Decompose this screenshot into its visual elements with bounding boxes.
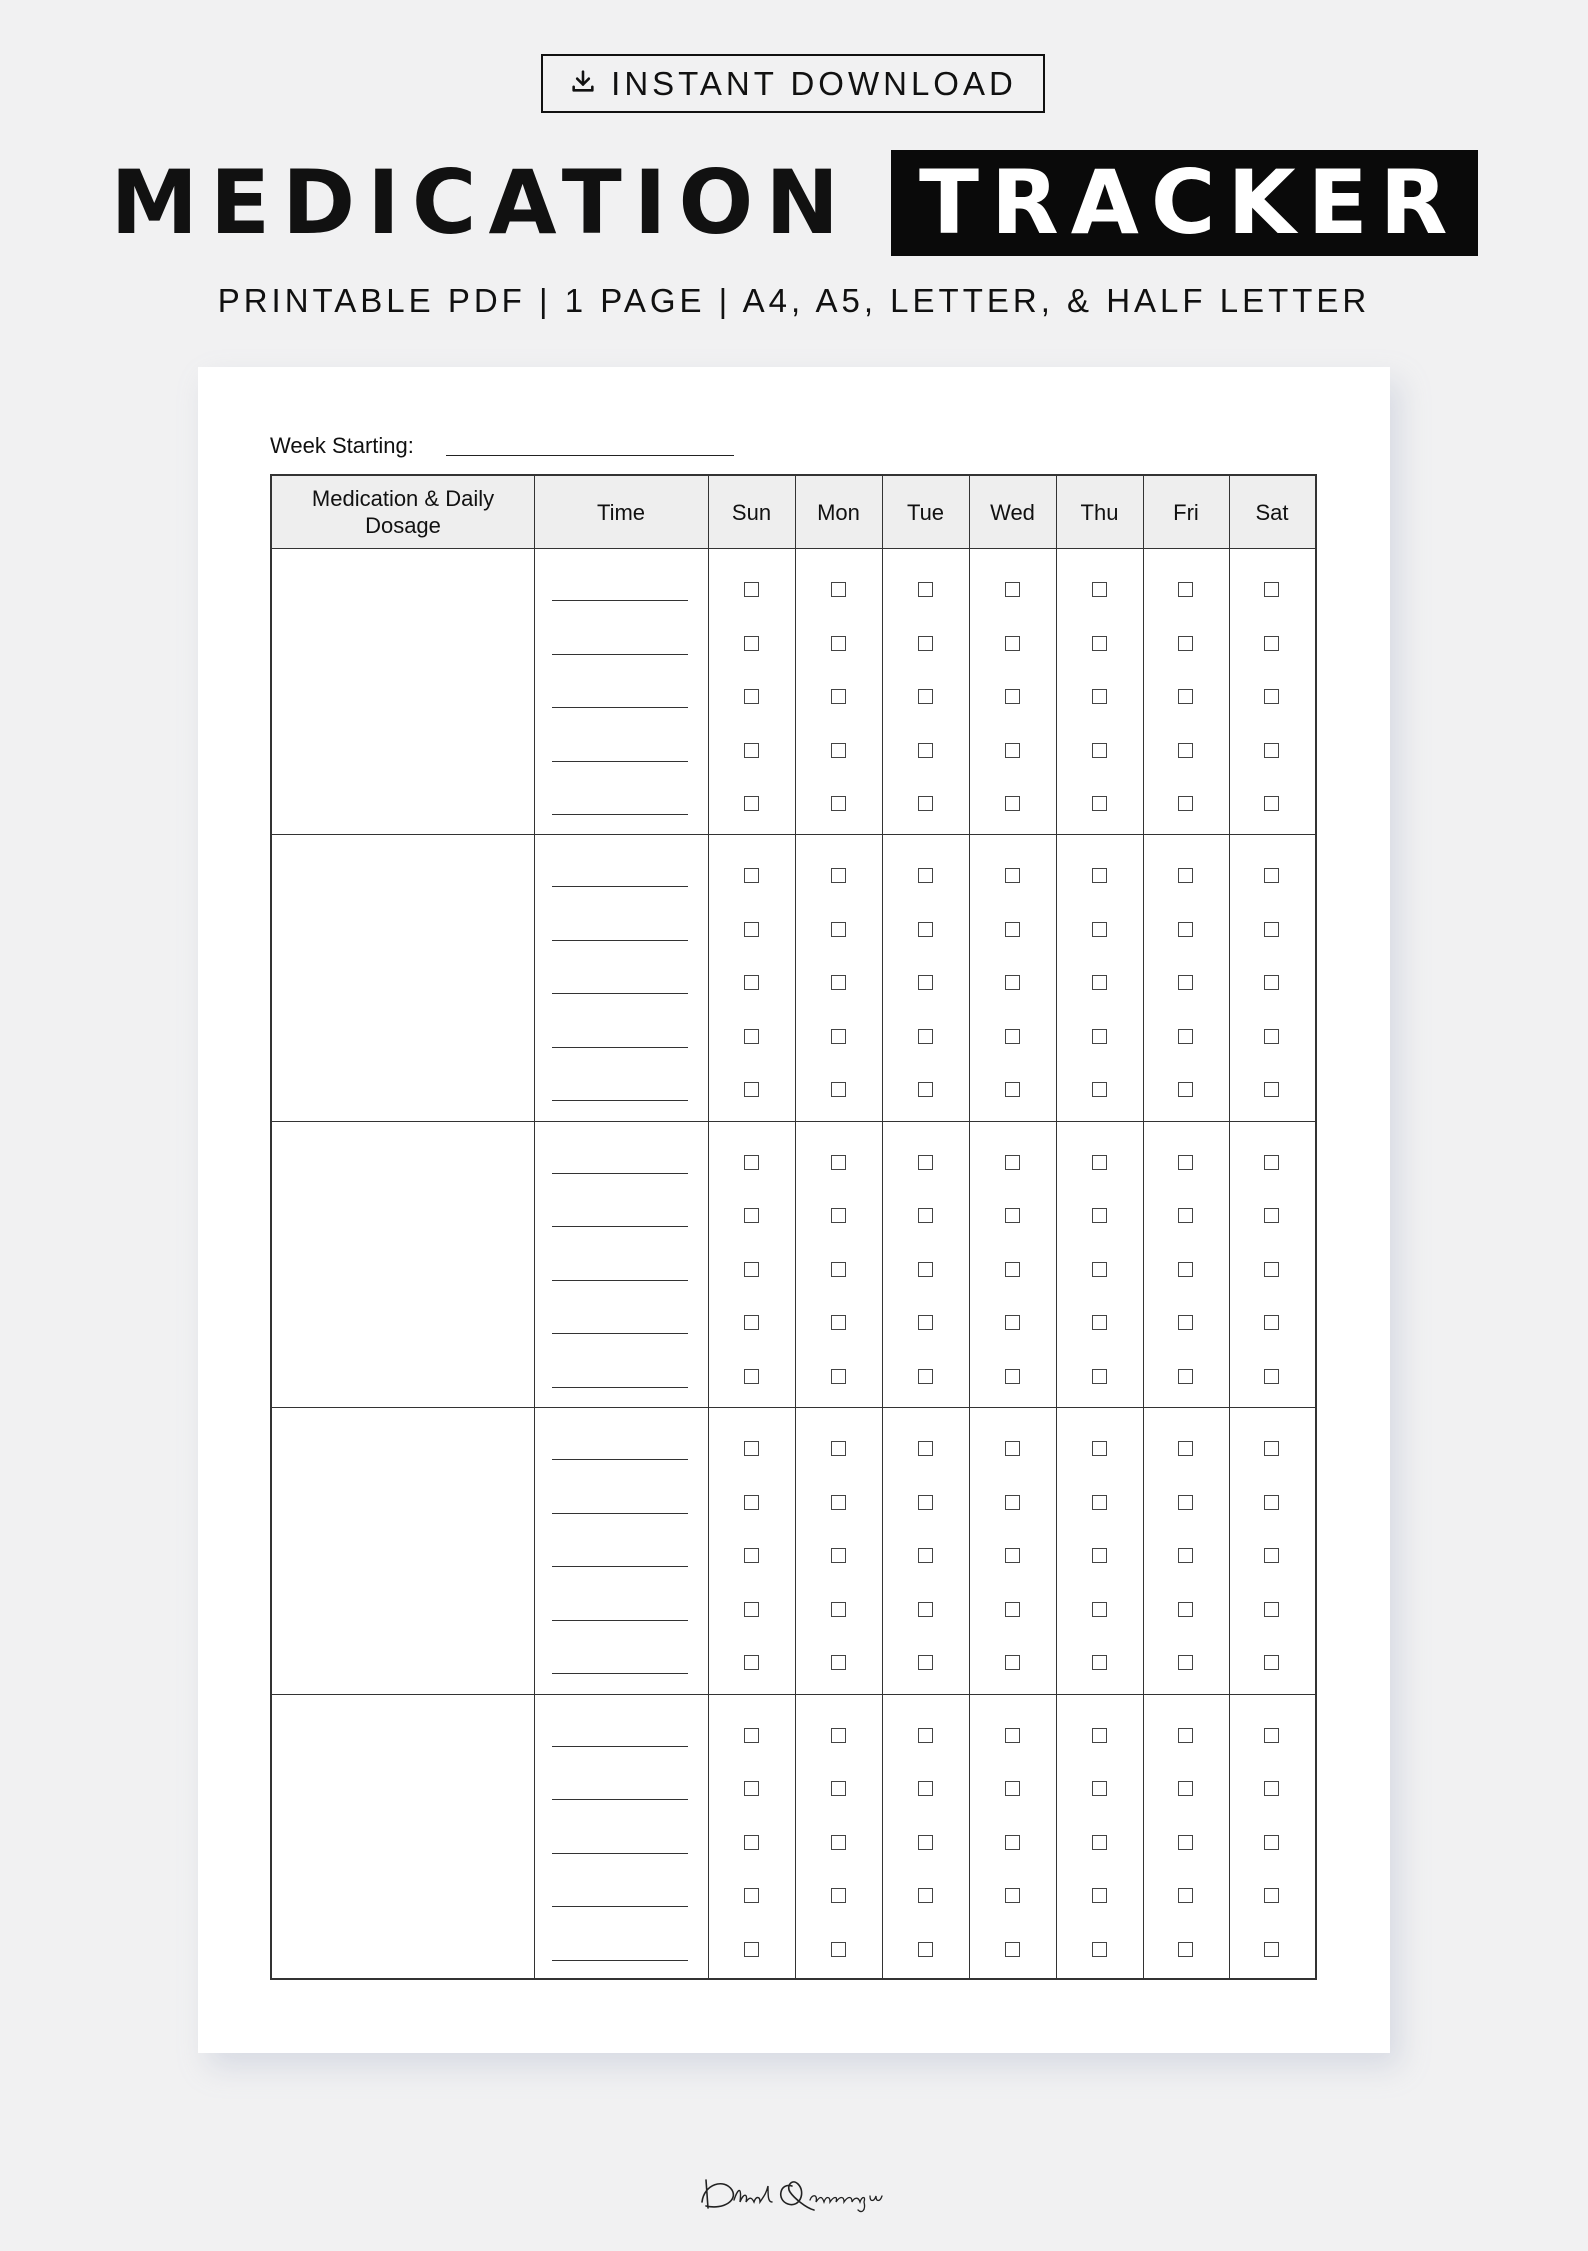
dose-checkbox-mon[interactable] [831,1082,846,1097]
dose-checkbox-thu[interactable] [1092,1728,1107,1743]
dose-checkbox-tue[interactable] [918,1602,933,1617]
dose-checkbox-wed[interactable] [1005,1835,1020,1850]
time-entry-line[interactable] [552,1333,688,1334]
column-divider [795,476,796,1978]
dose-checkbox-tue[interactable] [918,1548,933,1563]
dose-checkbox-mon[interactable] [831,796,846,811]
dose-checkbox-tue[interactable] [918,1728,933,1743]
block-divider [272,1121,1315,1122]
dose-checkbox-mon[interactable] [831,1495,846,1510]
dose-checkbox-sat[interactable] [1264,1029,1279,1044]
dose-checkbox-fri[interactable] [1178,636,1193,651]
time-entry-line[interactable] [552,1100,688,1101]
column-divider [882,476,883,1978]
dose-checkbox-mon[interactable] [831,1315,846,1330]
dose-checkbox-sat[interactable] [1264,1495,1279,1510]
dose-checkbox-wed[interactable] [1005,1155,1020,1170]
dose-checkbox-sun[interactable] [744,1781,759,1796]
dose-checkbox-thu[interactable] [1092,975,1107,990]
header-wed: Wed [990,499,1035,525]
dose-checkbox-mon[interactable] [831,1029,846,1044]
dose-checkbox-thu[interactable] [1092,922,1107,937]
dose-checkbox-tue[interactable] [918,743,933,758]
dose-checkbox-wed[interactable] [1005,1082,1020,1097]
dose-checkbox-fri[interactable] [1178,922,1193,937]
week-starting-label: Week Starting: [270,433,414,458]
dose-checkbox-tue[interactable] [918,1835,933,1850]
tracker-table [270,474,1317,1980]
dose-checkbox-sun[interactable] [744,1029,759,1044]
dose-checkbox-wed[interactable] [1005,1208,1020,1223]
dose-checkbox-fri[interactable] [1178,1208,1193,1223]
dose-checkbox-thu[interactable] [1092,689,1107,704]
dose-checkbox-sun[interactable] [744,1369,759,1384]
time-entry-line[interactable] [552,1387,688,1388]
dose-checkbox-thu[interactable] [1092,796,1107,811]
dose-checkbox-mon[interactable] [831,1655,846,1670]
time-entry-line[interactable] [552,1799,688,1800]
dose-checkbox-thu[interactable] [1092,743,1107,758]
dose-checkbox-sun[interactable] [744,1315,759,1330]
dose-checkbox-thu[interactable] [1092,1262,1107,1277]
dose-checkbox-sun[interactable] [744,922,759,937]
dose-checkbox-tue[interactable] [918,636,933,651]
dose-checkbox-sat[interactable] [1264,1315,1279,1330]
dose-checkbox-thu[interactable] [1092,582,1107,597]
column-divider [1056,476,1057,1978]
dose-checkbox-wed[interactable] [1005,1441,1020,1456]
dose-checkbox-fri[interactable] [1178,1082,1193,1097]
dose-checkbox-fri[interactable] [1178,1029,1193,1044]
dose-checkbox-thu[interactable] [1092,636,1107,651]
dose-checkbox-sun[interactable] [744,1262,759,1277]
header-fri: Fri [1173,499,1199,525]
dose-checkbox-fri[interactable] [1178,1781,1193,1796]
dose-checkbox-tue[interactable] [918,1942,933,1957]
dose-checkbox-wed[interactable] [1005,582,1020,597]
time-entry-line[interactable] [552,1906,688,1907]
download-icon [569,65,597,103]
time-entry-line[interactable] [552,654,688,655]
dose-checkbox-wed[interactable] [1005,1262,1020,1277]
time-entry-line[interactable] [552,1280,688,1281]
time-entry-line[interactable] [552,707,688,708]
dose-checkbox-thu[interactable] [1092,1369,1107,1384]
time-entry-line[interactable] [552,1620,688,1621]
column-divider [708,476,709,1978]
dose-checkbox-sat[interactable] [1264,743,1279,758]
dose-checkbox-thu[interactable] [1092,1155,1107,1170]
block-divider [272,1407,1315,1408]
dose-checkbox-thu[interactable] [1092,1315,1107,1330]
dose-checkbox-wed[interactable] [1005,1369,1020,1384]
dose-checkbox-sun[interactable] [744,1495,759,1510]
dose-checkbox-thu[interactable] [1092,1942,1107,1957]
dose-checkbox-fri[interactable] [1178,1888,1193,1903]
dose-checkbox-wed[interactable] [1005,868,1020,883]
dose-checkbox-mon[interactable] [831,689,846,704]
time-entry-line[interactable] [552,1513,688,1514]
dose-checkbox-sun[interactable] [744,1155,759,1170]
column-divider [1143,476,1144,1978]
dose-checkbox-sat[interactable] [1264,1262,1279,1277]
dose-checkbox-mon[interactable] [831,1208,846,1223]
dose-checkbox-fri[interactable] [1178,1942,1193,1957]
time-entry-line[interactable] [552,600,688,601]
dose-checkbox-tue[interactable] [918,922,933,937]
time-entry-line[interactable] [552,940,688,941]
dose-checkbox-tue[interactable] [918,1262,933,1277]
dose-checkbox-wed[interactable] [1005,1942,1020,1957]
dose-checkbox-mon[interactable] [831,1441,846,1456]
time-entry-line[interactable] [552,1566,688,1567]
dose-checkbox-sat[interactable] [1264,922,1279,937]
time-entry-line[interactable] [552,1226,688,1227]
dose-checkbox-mon[interactable] [831,1602,846,1617]
dose-checkbox-mon[interactable] [831,922,846,937]
dose-checkbox-fri[interactable] [1178,1602,1193,1617]
dose-checkbox-thu[interactable] [1092,1888,1107,1903]
column-divider [1229,476,1230,1978]
dose-checkbox-fri[interactable] [1178,1655,1193,1670]
dose-checkbox-thu[interactable] [1092,1835,1107,1850]
dose-checkbox-thu[interactable] [1092,1781,1107,1796]
time-entry-line[interactable] [552,1047,688,1048]
dose-checkbox-fri[interactable] [1178,1728,1193,1743]
dose-checkbox-sat[interactable] [1264,975,1279,990]
time-entry-line[interactable] [552,1173,688,1174]
dose-checkbox-wed[interactable] [1005,689,1020,704]
subtitle: PRINTABLE PDF | 1 PAGE | A4, A5, LETTER, & HALF LETTER [217,282,1371,319]
dose-checkbox-sun[interactable] [744,1835,759,1850]
dose-checkbox-wed[interactable] [1005,1781,1020,1796]
dose-checkbox-fri[interactable] [1178,1835,1193,1850]
header-sun: Sun [731,499,772,525]
dose-checkbox-fri[interactable] [1178,1369,1193,1384]
dose-checkbox-fri[interactable] [1178,1155,1193,1170]
dose-checkbox-sat[interactable] [1264,1888,1279,1903]
dose-checkbox-sat[interactable] [1264,1155,1279,1170]
dose-checkbox-mon[interactable] [831,1548,846,1563]
dose-checkbox-thu[interactable] [1092,1029,1107,1044]
time-entry-line[interactable] [552,1960,688,1961]
dose-checkbox-wed[interactable] [1005,1495,1020,1510]
dose-checkbox-wed[interactable] [1005,922,1020,937]
dose-checkbox-mon[interactable] [831,1369,846,1384]
column-divider [969,476,970,1978]
time-entry-line[interactable] [552,993,688,994]
dose-checkbox-mon[interactable] [831,1888,846,1903]
dose-checkbox-thu[interactable] [1092,1208,1107,1223]
dose-checkbox-wed[interactable] [1005,1315,1020,1330]
dose-checkbox-sat[interactable] [1264,1835,1279,1850]
dose-checkbox-sun[interactable] [744,796,759,811]
dose-checkbox-wed[interactable] [1005,636,1020,651]
dose-checkbox-sun[interactable] [744,689,759,704]
dose-checkbox-sat[interactable] [1264,1728,1279,1743]
time-entry-line[interactable] [552,814,688,815]
time-entry-line[interactable] [552,1673,688,1674]
dose-checkbox-sun[interactable] [744,743,759,758]
dose-checkbox-tue[interactable] [918,1029,933,1044]
tracker-sheet [198,367,1390,2053]
column-divider [534,476,535,1978]
dose-checkbox-sun[interactable] [744,1441,759,1456]
dose-checkbox-wed[interactable] [1005,743,1020,758]
dose-checkbox-fri[interactable] [1178,1315,1193,1330]
dose-checkbox-fri[interactable] [1178,582,1193,597]
dose-checkbox-sat[interactable] [1264,1942,1279,1957]
header-thu: Thu [1080,499,1119,525]
dose-checkbox-sun[interactable] [744,1548,759,1563]
dose-checkbox-mon[interactable] [831,1835,846,1850]
dose-checkbox-tue[interactable] [918,1655,933,1670]
dose-checkbox-fri[interactable] [1178,975,1193,990]
dose-checkbox-tue[interactable] [918,1495,933,1510]
header-tue: Tue [906,499,945,525]
header-medication: Medication & Daily Dosage [311,486,495,538]
dose-checkbox-fri[interactable] [1178,743,1193,758]
dose-checkbox-tue[interactable] [918,975,933,990]
dose-checkbox-thu[interactable] [1092,1082,1107,1097]
dose-checkbox-mon[interactable] [831,1781,846,1796]
dose-checkbox-fri[interactable] [1178,1548,1193,1563]
header-divider [272,548,1315,549]
dose-checkbox-sat[interactable] [1264,1441,1279,1456]
dose-checkbox-sat[interactable] [1264,868,1279,883]
dose-checkbox-mon[interactable] [831,1942,846,1957]
dose-checkbox-tue[interactable] [918,1888,933,1903]
time-entry-line[interactable] [552,1459,688,1460]
dose-checkbox-thu[interactable] [1092,1655,1107,1670]
dose-checkbox-tue[interactable] [918,868,933,883]
dose-checkbox-sat[interactable] [1264,1602,1279,1617]
dose-checkbox-sun[interactable] [744,868,759,883]
dose-checkbox-sat[interactable] [1264,689,1279,704]
dose-checkbox-wed[interactable] [1005,796,1020,811]
dose-checkbox-wed[interactable] [1005,1655,1020,1670]
dose-checkbox-sat[interactable] [1264,1655,1279,1670]
dose-checkbox-thu[interactable] [1092,1548,1107,1563]
dose-checkbox-sun[interactable] [744,582,759,597]
dose-checkbox-wed[interactable] [1005,1548,1020,1563]
dose-checkbox-fri[interactable] [1178,868,1193,883]
block-divider [272,1694,1315,1695]
header-time: Time [596,499,646,525]
dose-checkbox-sat[interactable] [1264,1082,1279,1097]
dose-checkbox-thu[interactable] [1092,868,1107,883]
dose-checkbox-tue[interactable] [918,1208,933,1223]
header-mon: Mon [817,499,860,525]
dose-checkbox-fri[interactable] [1178,689,1193,704]
dose-checkbox-mon[interactable] [831,636,846,651]
dose-checkbox-sun[interactable] [744,1208,759,1223]
dose-checkbox-tue[interactable] [918,1369,933,1384]
dose-checkbox-sun[interactable] [744,1082,759,1097]
dose-checkbox-sun[interactable] [744,1655,759,1670]
header-sat: Sat [1255,499,1289,525]
dose-checkbox-sat[interactable] [1264,582,1279,597]
block-divider [272,834,1315,835]
dose-checkbox-wed[interactable] [1005,1888,1020,1903]
dose-checkbox-tue[interactable] [918,689,933,704]
dose-checkbox-sun[interactable] [744,975,759,990]
dose-checkbox-sun[interactable] [744,1888,759,1903]
week-starting-line [446,455,734,456]
dose-checkbox-fri[interactable] [1178,796,1193,811]
page-title [0,148,1588,258]
dhualqarnayn-signature [694,2166,894,2216]
dose-checkbox-mon[interactable] [831,1728,846,1743]
time-entry-line[interactable] [552,1853,688,1854]
dose-checkbox-sat[interactable] [1264,1548,1279,1563]
dose-checkbox-sat[interactable] [1264,796,1279,811]
dose-checkbox-mon[interactable] [831,868,846,883]
dose-checkbox-wed[interactable] [1005,1602,1020,1617]
dose-checkbox-tue[interactable] [918,1781,933,1796]
dose-checkbox-sat[interactable] [1264,1369,1279,1384]
dose-checkbox-sun[interactable] [744,1602,759,1617]
time-entry-line[interactable] [552,886,688,887]
dose-checkbox-thu[interactable] [1092,1441,1107,1456]
dose-checkbox-tue[interactable] [918,1082,933,1097]
time-entry-line[interactable] [552,1746,688,1747]
dose-checkbox-sat[interactable] [1264,636,1279,651]
dose-checkbox-fri[interactable] [1178,1495,1193,1510]
dose-checkbox-wed[interactable] [1005,1029,1020,1044]
dose-checkbox-mon[interactable] [831,975,846,990]
dose-checkbox-wed[interactable] [1005,975,1020,990]
title-medication: MEDICATION [110,151,851,254]
dose-checkbox-thu[interactable] [1092,1495,1107,1510]
dose-checkbox-wed[interactable] [1005,1728,1020,1743]
dose-checkbox-tue[interactable] [918,582,933,597]
dose-checkbox-sat[interactable] [1264,1208,1279,1223]
time-entry-line[interactable] [552,761,688,762]
instant-download-badge [541,54,1045,113]
dose-checkbox-mon[interactable] [831,582,846,597]
dose-checkbox-sun[interactable] [744,1728,759,1743]
dose-checkbox-tue[interactable] [918,1441,933,1456]
title-tracker: TRACKER [891,150,1478,256]
dose-checkbox-mon[interactable] [831,743,846,758]
dose-checkbox-mon[interactable] [831,1155,846,1170]
dose-checkbox-fri[interactable] [1178,1262,1193,1277]
dose-checkbox-fri[interactable] [1178,1441,1193,1456]
dose-checkbox-tue[interactable] [918,1155,933,1170]
dose-checkbox-tue[interactable] [918,1315,933,1330]
dose-checkbox-sun[interactable] [744,636,759,651]
badge-label: INSTANT DOWNLOAD [611,64,1017,102]
dose-checkbox-sat[interactable] [1264,1781,1279,1796]
dose-checkbox-thu[interactable] [1092,1602,1107,1617]
dose-checkbox-tue[interactable] [918,796,933,811]
dose-checkbox-mon[interactable] [831,1262,846,1277]
dose-checkbox-sun[interactable] [744,1942,759,1957]
